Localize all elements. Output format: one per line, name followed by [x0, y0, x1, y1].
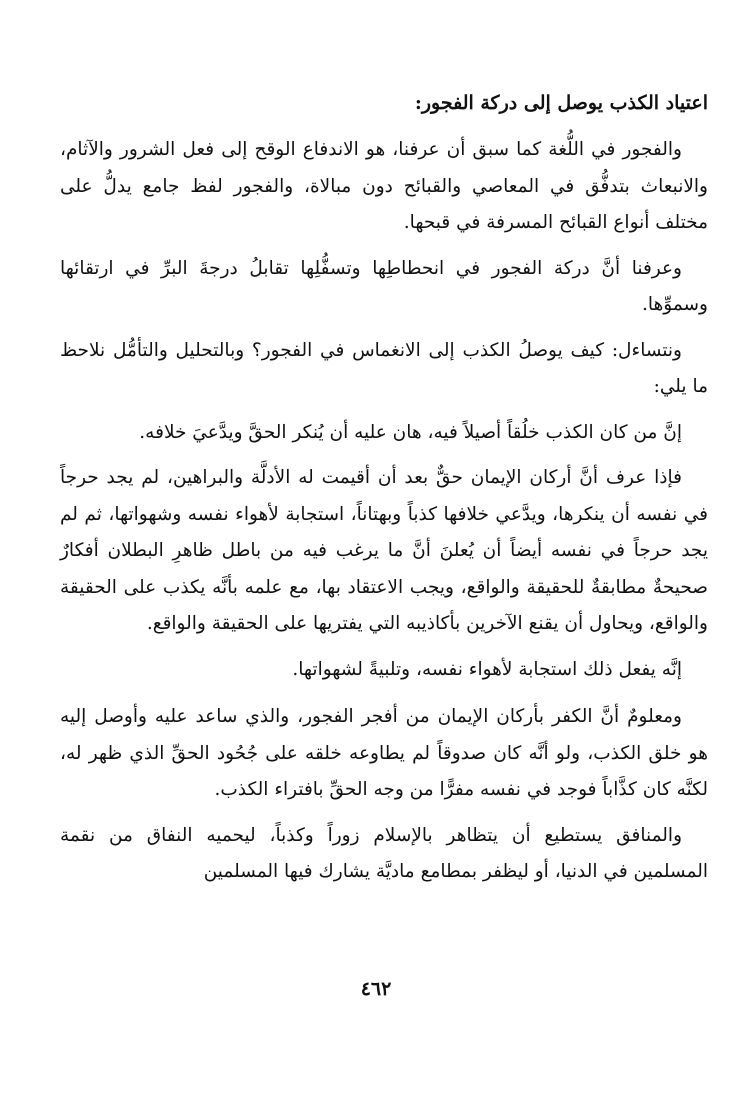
paragraph-3: ونتساءل: كيف يوصلُ الكذب إلى الانغماس في الفجور؟ وبالتحليل والتأمُّل نلاحظ ما يلي:: [60, 339, 708, 397]
paragraph-4: إنَّ من كان الكذب خلُقاً أصيلاً فيه، هان عليه أن يُنكر الحقَّ ويدَّعيَ خلافه.: [139, 421, 682, 443]
paragraph-2: وعرفنا أنَّ دركة الفجور في انحطاطِها وتسفُّلِها تقابلُ درجةَ البرِّ في ارتقائها وسموِّها.: [60, 257, 708, 315]
section-heading: اعتياد الكذب يوصل إلى دركة الفجور:: [414, 92, 708, 114]
page-body: [60, 88, 708, 891]
paragraph-7: ومعلومٌ أنَّ الكفر بأركان الإيمان من أفجر الفجور، والذي ساعد عليه وأوصل إليه هو خلق الكذب، ولو أنَّه كان صدوقاً لم يطاوعه خلقه على جُحُود الحقِّ الذي ظهر له، لكنَّه كان كذَّاباً فوجد في نفسه مفرًّا من وجه الحقِّ بافتراء الكذب.: [60, 706, 708, 800]
paragraph-8: والمنافق يستطيع أن يتظاهر بالإسلام زوراً وكذباً، ليحميه النفاق من نقمة المسلمين في الدنيا، أو ليظفر بمطامع ماديَّة يشارك فيها المسلمين: [60, 824, 708, 882]
page-number: ٤٦٢: [360, 978, 392, 1000]
paragraph-1: والفجور في اللُّغة كما سبق أن عرفنا، هو الاندفاع الوقح إلى فعل الشرور والآثام، والانبعاث بتدفُّق في المعاصي والقبائح دون مبالاة، والفجور لفظ جامع يدلُّ على مختلف أنواع القبائح المسرفة في قبحها.: [60, 139, 708, 233]
paragraph-6: إنَّه يفعل ذلك استجابة لأهواء نفسه، وتلبيةً لشهواتها.: [292, 658, 682, 680]
paragraph-5: فإذا عرف أنَّ أركان الإيمان حقٌّ بعد أن أقيمت له الأدلَّة والبراهين، لم يجد حرجاً في نفسه أن ينكرها، ويدَّعي خلافها كذباً وبهتاناً، استجابة لأهواء نفسه وشهواتها، ثم لم يجد حرجاً في نفسه أيضاً أن يُعلنَ أنَّ ما يرغب فيه من باطل ظاهرِ البطلان أفكارٌ صحيحةٌ مطابقةٌ للحقيقة والواقع، ويجب الاعتقاد بها، مع علمه بأنَّه يكذب على الحقيقة والواقع، ويحاول أن يقنع الآخرين بأكاذيبه التي يفتريها على الحقيقة والواقع.: [60, 467, 708, 634]
